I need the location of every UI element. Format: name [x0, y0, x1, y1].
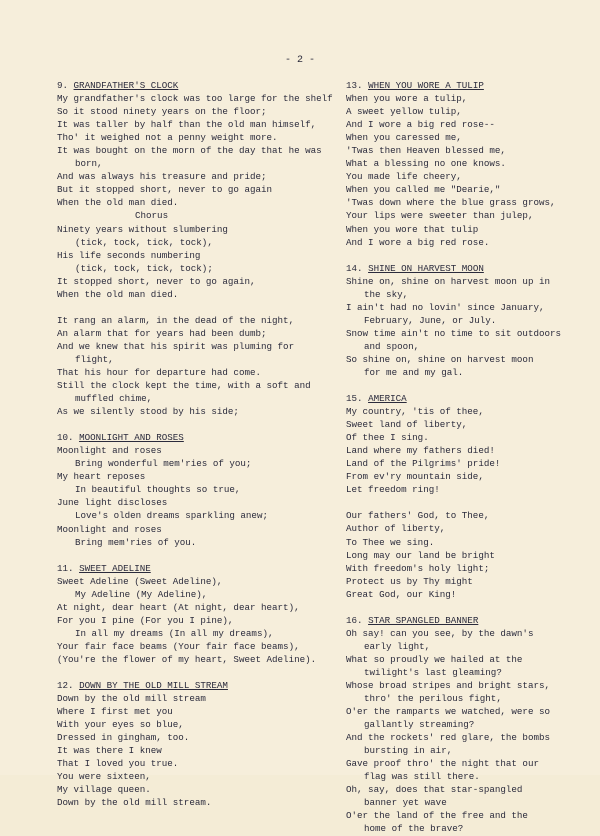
lyric-line: Sweet land of liberty,	[346, 419, 468, 431]
lyric-line: From ev'ry mountain side,	[346, 471, 484, 483]
lyric-line: A sweet yellow tulip,	[346, 106, 462, 118]
lyric-line: You were sixteen,	[57, 771, 151, 783]
lyric-line: As we silently stood by his side;	[57, 406, 239, 418]
song-name: DOWN BY THE OLD MILL STREAM	[79, 679, 228, 691]
lyric-line: When the old man died.	[57, 197, 179, 209]
lyric-line: It was there I knew	[57, 745, 162, 757]
lyric-line: When the old man died.	[57, 288, 179, 300]
lyric-line: So shine on, shine on harvest moon	[346, 353, 534, 365]
song-name: SHINE ON HARVEST MOON	[368, 262, 484, 274]
lyric-line: My grandfather's clock was too large for the shelf	[57, 93, 333, 105]
lyric-line: Moonlight and roses	[57, 523, 162, 535]
lyric-line: home of the brave?	[364, 823, 464, 835]
lyric-line: for me and my gal.	[364, 366, 464, 378]
lyric-line: Bring wonderful mem'ries of you;	[75, 458, 252, 470]
song-title	[57, 79, 347, 92]
lyric-line: muffled chime,	[75, 393, 153, 405]
lyric-line: And was always his treasure and pride;	[57, 171, 267, 183]
lyric-line: early light,	[364, 640, 431, 652]
lyric-line: and spoon,	[364, 340, 420, 352]
song-name: STAR SPANGLED BANNER	[368, 614, 479, 626]
lyric-line: flag was still there.	[364, 771, 480, 783]
lyric-line: And we knew that his spirit was pluming for	[57, 340, 295, 352]
lyric-line: Ninety years without slumbering	[57, 223, 228, 235]
lyric-line: It stopped short, never to go again,	[57, 275, 256, 287]
lyric-line: O'er the ramparts we watched, were so	[346, 706, 550, 718]
lyric-line: Land where my fathers died!	[346, 445, 495, 457]
lyric-line: It was taller by half than the old man himself,	[57, 119, 317, 131]
lyric-line: Of thee I sing.	[346, 432, 429, 444]
song-13	[346, 79, 576, 249]
lyric-line: With freedom's holy light;	[346, 562, 490, 574]
song-title	[346, 614, 576, 627]
lyric-line: Whose broad stripes and bright stars,	[346, 679, 550, 691]
lyric-line: Let freedom ring!	[346, 484, 440, 496]
lyric-line: And the rockets' red glare, the bombs	[346, 732, 550, 744]
lyric-line: And I wore a big red rose--	[346, 119, 495, 131]
lyric-line: Your lips were sweeter than julep,	[346, 210, 534, 222]
lyric-line: It rang an alarm, in the dead of the night,	[57, 314, 295, 326]
lyric-line: For you I pine (For you I pine),	[57, 614, 234, 626]
lyric-line: Tho' it weighed not a penny weight more.	[57, 132, 278, 144]
lyric-line: To Thee we sing.	[346, 536, 435, 548]
lyric-line: That his hour for departure had come.	[57, 366, 261, 378]
lyric-line: When you wore that tulip	[346, 223, 479, 235]
song-name: AMERICA	[368, 393, 407, 405]
lyric-line: Oh, say, does that star-spangled	[346, 784, 523, 796]
lyric-line: Author of liberty,	[346, 523, 446, 535]
lyric-line: (tick, tock, tick, tock),	[75, 236, 213, 248]
song-title	[346, 262, 576, 275]
lyric-line: Long may our land be bright	[346, 549, 495, 561]
lyric-line: Shine on, shine on harvest moon up in	[346, 275, 550, 287]
song-number: 9.	[57, 80, 69, 91]
lyric-line: Gave proof thro' the night that our	[346, 758, 539, 770]
lyric-line: June light discloses	[57, 497, 168, 509]
song-number: 16.	[346, 614, 363, 626]
lyric-line: born,	[75, 158, 103, 170]
lyric-line: But it stopped short, never to go again	[57, 184, 273, 196]
song-number: 10.	[57, 432, 74, 444]
lyric-line: My Adeline (My Adeline),	[75, 588, 208, 600]
lyric-line: Sweet Adeline (Sweet Adeline),	[57, 575, 223, 587]
song-name: MOONLIGHT AND ROSES	[79, 432, 184, 444]
lyric-line: (You're the flower of my heart, Sweet Adeline).	[57, 653, 317, 665]
lyric-line: gallantly streaming?	[364, 719, 475, 731]
song-number: 14.	[346, 262, 363, 274]
lyric-line: Protect us by Thy might	[346, 575, 473, 587]
lyric-line: (tick, tock, tick, tock);	[75, 262, 213, 274]
right-column	[346, 79, 576, 836]
song-10	[57, 431, 347, 548]
song-11	[57, 562, 347, 666]
lyric-line: Your fair face beams (Your fair face beams),	[57, 640, 300, 652]
song-9	[57, 79, 347, 418]
lyric-line: So it stood ninety years on the floor;	[57, 106, 267, 118]
lyric-line: When you wore a tulip,	[346, 93, 468, 105]
lyric-line: Snow time ain't no time to sit outdoors	[346, 327, 562, 339]
song-name: SWEET ADELINE	[79, 562, 151, 574]
lyric-line: What a blessing no one knows.	[346, 158, 506, 170]
lyric-line: banner yet wave	[364, 797, 447, 809]
lyric-line: twilight's last gleaming?	[364, 666, 502, 678]
song-name: GRANDFATHER'S CLOCK	[73, 80, 179, 91]
song-16	[346, 614, 576, 836]
lyric-line: Bring mem'ries of you.	[75, 536, 197, 548]
lyric-line: That I loved you true.	[57, 758, 179, 770]
lyric-line: Still the clock kept the time, with a soft and	[57, 380, 311, 392]
lyric-line: Love's olden dreams sparkling anew;	[75, 510, 268, 522]
lyric-line: What so proudly we hailed at the	[346, 653, 523, 665]
lyric-line: At night, dear heart (At night, dear heart),	[57, 601, 300, 613]
lyric-line: I ain't had no lovin' since January,	[346, 301, 545, 313]
lyric-line: Our fathers' God, to Thee,	[346, 510, 490, 522]
lyric-line: My village queen.	[57, 784, 151, 796]
lyric-line: And I wore a big red rose.	[346, 236, 490, 248]
lyric-line: When you called me "Dearie,"	[346, 184, 501, 196]
song-number: 12.	[57, 679, 74, 691]
lyric-line: O'er the land of the free and the	[346, 810, 528, 822]
song-title	[57, 431, 347, 444]
lyric-line: An alarm that for years had been dumb;	[57, 327, 267, 339]
lyric-line: My heart reposes	[57, 471, 146, 483]
lyric-line: It was bought on the morn of the day that he was	[57, 145, 322, 157]
lyric-line: Where I first met you	[57, 706, 173, 718]
song-title	[346, 79, 576, 92]
lyric-line: His life seconds numbering	[57, 249, 201, 261]
lyric-line: With your eyes so blue,	[57, 719, 184, 731]
lyric-line: Dressed in gingham, too.	[57, 732, 190, 744]
lyric-line: Land of the Pilgrims' pride!	[346, 458, 501, 470]
lyric-line: Moonlight and roses	[57, 445, 162, 457]
lyric-line: In all my dreams (In all my dreams),	[75, 627, 274, 639]
lyric-line: You made life cheery,	[346, 171, 462, 183]
song-number: 11.	[57, 562, 74, 574]
lyric-line: Great God, our King!	[346, 588, 457, 600]
lyric-line: bursting in air,	[364, 745, 453, 757]
lyric-line: February, June, or July.	[364, 314, 497, 326]
song-title	[57, 679, 347, 692]
song-number: 15.	[346, 393, 363, 405]
left-column	[57, 79, 347, 809]
song-number: 13.	[346, 80, 363, 91]
song-15	[346, 392, 576, 601]
song-12	[57, 679, 347, 809]
lyric-line: 'Twas then Heaven blessed me,	[346, 145, 506, 157]
lyric-line: Oh say! can you see, by the dawn's	[346, 627, 534, 639]
song-14	[346, 262, 576, 379]
lyric-line: flight,	[75, 353, 114, 365]
song-title	[346, 392, 576, 405]
page-number: - 2 -	[284, 55, 315, 66]
lyric-line: Down by the old mill stream.	[57, 797, 212, 809]
chorus-label: Chorus	[135, 210, 169, 222]
song-title	[57, 562, 347, 575]
lyric-line: When you caressed me,	[346, 132, 462, 144]
lyric-line: In beautiful thoughts so true,	[75, 484, 241, 496]
lyric-line: 'Twas down where the blue grass grows,	[346, 197, 556, 209]
lyric-line: thro' the perilous fight,	[364, 693, 502, 705]
lyric-line: Down by the old mill stream	[57, 693, 206, 705]
lyric-line: My country, 'tis of thee,	[346, 406, 484, 418]
song-name: WHEN YOU WORE A TULIP	[368, 80, 484, 91]
lyric-line: the sky,	[364, 288, 409, 300]
